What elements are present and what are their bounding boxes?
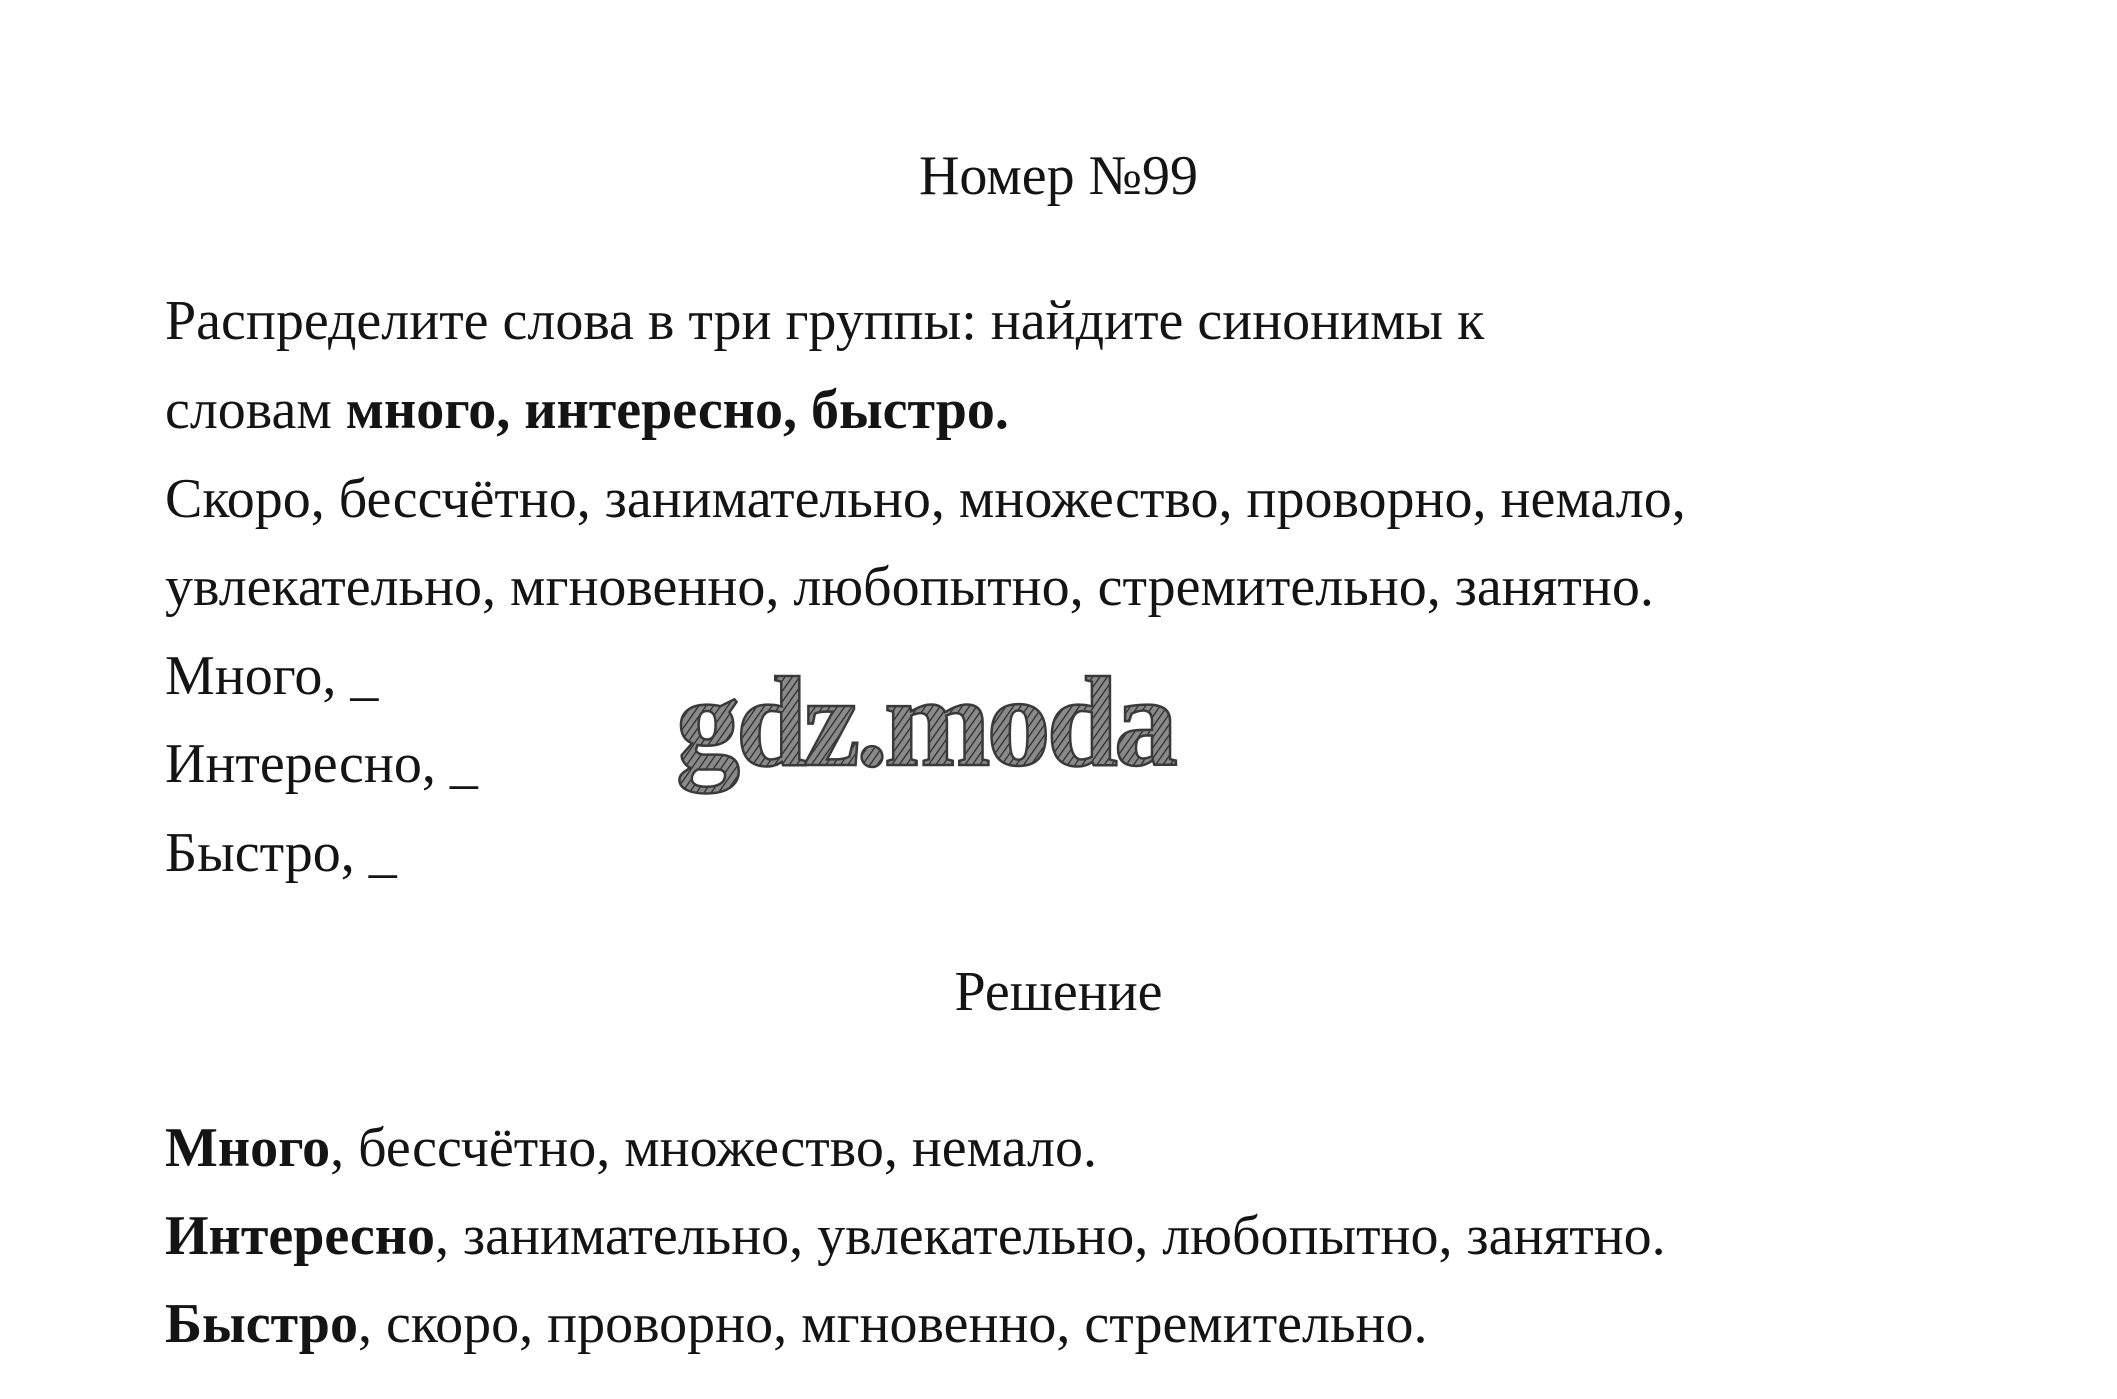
solution-row-fast xyxy=(165,1290,1428,1358)
task-blank-many: Много, _ xyxy=(165,645,379,707)
solution-synonyms: , бессчётно, множество, немало. xyxy=(330,1117,1097,1179)
solution-row-many xyxy=(165,1114,1097,1182)
solution-keyword: Быстро xyxy=(165,1293,358,1355)
solution-synonyms: , скоро, проворно, мгновенно, стремительно. xyxy=(357,1293,1428,1355)
task-line-1: Распределите слова в три группы: найдите синонимы к xyxy=(165,290,1485,352)
solution-keyword: Много xyxy=(165,1117,331,1179)
page-title: Номер №99 xyxy=(918,145,1199,207)
task-keywords: много, интересно, быстро. xyxy=(345,379,1009,441)
solution-heading: Решение xyxy=(954,961,1163,1023)
solution-row-interesting xyxy=(165,1202,1666,1270)
watermark-text: gdz.moda xyxy=(676,665,1174,793)
task-blank-fast: Быстро, _ xyxy=(165,822,397,884)
task-line-3: Скоро, бессчётно, занимательно, множество, проворно, немало, xyxy=(165,468,1686,530)
solution-synonyms: , занимательно, увлекательно, любопытно, занятно. xyxy=(435,1205,1666,1267)
watermark-logo xyxy=(668,665,1288,805)
task-blank-interesting: Интересно, _ xyxy=(165,733,478,795)
task-line-4: увлекательно, мгновенно, любопытно, стремительно, занятно. xyxy=(165,556,1654,618)
task-line-2 xyxy=(165,376,1009,444)
solution-keyword: Интересно xyxy=(165,1205,435,1267)
task-line-2-prefix: словам xyxy=(165,379,346,441)
